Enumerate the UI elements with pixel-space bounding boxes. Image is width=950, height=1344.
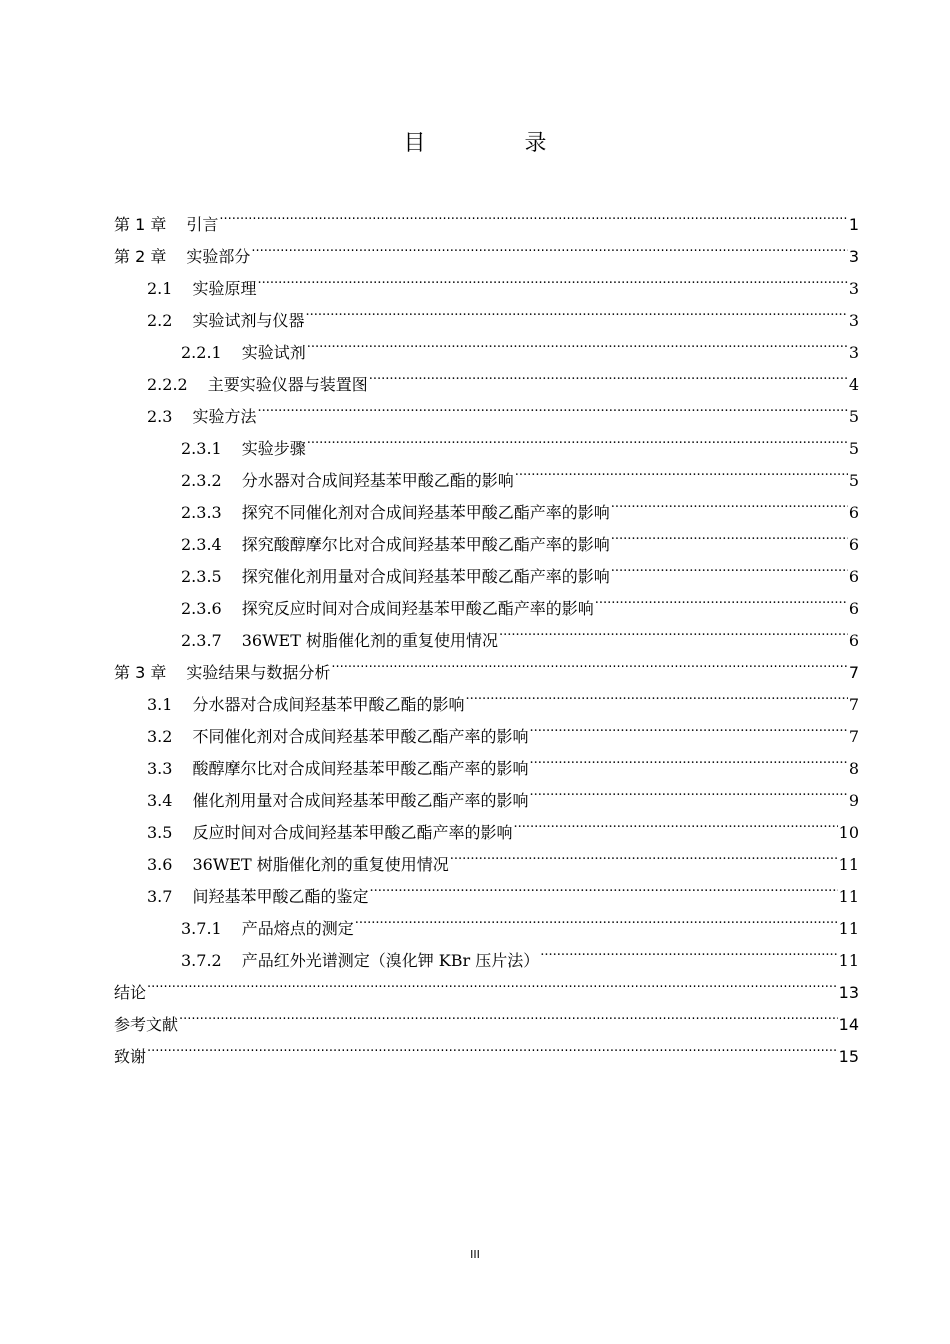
toc-entry-references[interactable] xyxy=(114,998,859,1034)
toc-page-number: 11 xyxy=(838,855,859,874)
toc-title: 探究催化剂用量对合成间羟基苯甲酸乙酯产率的影响 xyxy=(241,567,610,586)
toc-title: 分水器对合成间羟基苯甲酸乙酯的影响 xyxy=(241,471,514,490)
toc-page-number: 6 xyxy=(848,535,859,554)
toc-title: 分水器对合成间羟基苯甲酸乙酯的影响 xyxy=(192,695,465,714)
dot-leader xyxy=(305,294,847,326)
toc-number: 2.3.1 xyxy=(181,439,222,458)
toc-number: 2.1 xyxy=(147,279,173,298)
toc-title: 引言 xyxy=(186,215,219,234)
toc-page-number: 11 xyxy=(838,951,859,970)
dot-leader xyxy=(611,550,848,582)
dot-leader xyxy=(179,998,838,1030)
toc-number: 第 1 章 xyxy=(114,215,167,234)
toc-number: 2.3 xyxy=(147,407,173,426)
toc-title: 间羟基苯甲酸乙酯的鉴定 xyxy=(192,887,369,906)
toc-page-number: 7 xyxy=(848,727,859,746)
toc-number: 3.3 xyxy=(147,759,173,778)
page-number-footer: III xyxy=(470,1248,480,1261)
toc-title: 催化剂用量对合成间羟基苯甲酸乙酯产率的影响 xyxy=(192,791,529,810)
toc-page-number: 7 xyxy=(848,695,859,714)
toc-number: 2.3.4 xyxy=(181,535,222,554)
toc-title: 探究不同催化剂对合成间羟基苯甲酸乙酯产率的影响 xyxy=(241,503,610,522)
toc-number: 2.2.1 xyxy=(181,343,222,362)
toc-title: 产品红外光谱测定（溴化钾 KBr 压片法） xyxy=(241,951,540,970)
toc-page-number: 6 xyxy=(848,631,859,650)
toc-title: 反应时间对合成间羟基苯甲酸乙酯产率的影响 xyxy=(192,823,513,842)
toc-title: 结论 xyxy=(114,983,147,1002)
toc-number: 2.3.6 xyxy=(181,599,222,618)
toc-title: 实验试剂 xyxy=(241,343,306,362)
toc-number: 3.7 xyxy=(147,887,173,906)
toc-page-number: 15 xyxy=(838,1047,859,1066)
dot-leader xyxy=(465,678,847,710)
dot-leader xyxy=(219,198,847,230)
toc-entry-3-7-2[interactable] xyxy=(114,934,859,970)
toc-page-number: 4 xyxy=(848,375,859,394)
dot-leader xyxy=(147,966,838,998)
dot-leader xyxy=(147,1030,838,1062)
toc-title: 实验试剂与仪器 xyxy=(192,311,305,330)
toc-title: 实验部分 xyxy=(186,247,251,266)
toc-number: 3.7.1 xyxy=(181,919,222,938)
dot-leader xyxy=(611,518,848,550)
toc-page-number: 6 xyxy=(848,567,859,586)
toc-page-number: 6 xyxy=(848,503,859,522)
toc-entry-2-2-2[interactable] xyxy=(114,358,859,394)
dot-leader xyxy=(513,806,837,838)
toc-page-number: 1 xyxy=(848,215,859,234)
toc-number: 2.2 xyxy=(147,311,173,330)
toc-entry-chapter-3[interactable] xyxy=(114,646,859,682)
toc-title: 致谢 xyxy=(114,1047,147,1066)
toc-number: 2.3.3 xyxy=(181,503,222,522)
toc-entry-conclusion[interactable] xyxy=(114,966,859,1002)
dot-leader xyxy=(257,390,847,422)
toc-page-number: 5 xyxy=(848,439,859,458)
toc-number: 2.3.5 xyxy=(181,567,222,586)
toc-number: 3.4 xyxy=(147,791,173,810)
dot-leader xyxy=(369,358,848,390)
toc-page-number: 11 xyxy=(838,887,859,906)
dot-leader xyxy=(529,774,847,806)
toc-title: 实验方法 xyxy=(192,407,257,426)
toc-page-number: 8 xyxy=(848,759,859,778)
dot-leader xyxy=(307,422,848,454)
toc-entry-acknowledgements[interactable] xyxy=(114,1030,859,1066)
dot-leader xyxy=(515,454,848,486)
dot-leader xyxy=(529,742,847,774)
toc-page-number: 13 xyxy=(838,983,859,1002)
toc-title: 实验原理 xyxy=(192,279,257,298)
toc-page-number: 3 xyxy=(848,279,859,298)
toc-title: 实验步骤 xyxy=(241,439,306,458)
toc-title: 产品熔点的测定 xyxy=(241,919,354,938)
toc-page-number: 10 xyxy=(838,823,859,842)
page-title: 目 录 xyxy=(403,131,593,156)
toc-number: 3.6 xyxy=(147,855,173,874)
dot-leader xyxy=(307,326,848,358)
toc-title: 酸醇摩尔比对合成间羟基苯甲酸乙酯产率的影响 xyxy=(192,759,529,778)
toc-page-number: 6 xyxy=(848,599,859,618)
toc-number: 第 3 章 xyxy=(114,663,167,682)
toc-title: 实验结果与数据分析 xyxy=(186,663,331,682)
toc-entry-chapter-2[interactable] xyxy=(114,230,859,266)
toc-page-number: 5 xyxy=(848,471,859,490)
dot-leader xyxy=(331,646,847,678)
toc-title: 参考文献 xyxy=(114,1015,179,1034)
toc-entry-2-3-2[interactable] xyxy=(114,454,859,490)
dot-leader xyxy=(251,230,847,262)
dot-leader xyxy=(499,614,848,646)
toc-page-number: 7 xyxy=(848,663,859,682)
toc-title: 36WET 树脂催化剂的重复使用情况 xyxy=(241,631,498,650)
toc-entry-chapter-1[interactable] xyxy=(114,198,859,234)
toc-number: 第 2 章 xyxy=(114,247,167,266)
toc-page-number: 3 xyxy=(848,311,859,330)
toc-page-number: 14 xyxy=(838,1015,859,1034)
toc-title: 探究酸醇摩尔比对合成间羟基苯甲酸乙酯产率的影响 xyxy=(241,535,610,554)
toc-page-number: 3 xyxy=(848,343,859,362)
toc-number: 2.3.2 xyxy=(181,471,222,490)
toc-number: 2.2.2 xyxy=(147,375,188,394)
dot-leader xyxy=(540,934,837,966)
table-of-contents xyxy=(114,198,859,1066)
toc-number: 3.2 xyxy=(147,727,173,746)
toc-number: 2.3.7 xyxy=(181,631,222,650)
dot-leader xyxy=(369,870,837,902)
dot-leader xyxy=(595,582,848,614)
toc-title: 36WET 树脂催化剂的重复使用情况 xyxy=(192,855,449,874)
dot-leader xyxy=(611,486,848,518)
toc-page-number: 5 xyxy=(848,407,859,426)
dot-leader xyxy=(257,262,847,294)
toc-title: 主要实验仪器与装置图 xyxy=(207,375,368,394)
toc-number: 3.5 xyxy=(147,823,173,842)
toc-number: 3.7.2 xyxy=(181,951,222,970)
dot-leader xyxy=(450,838,838,870)
toc-title: 探究反应时间对合成间羟基苯甲酸乙酯产率的影响 xyxy=(241,599,594,618)
toc-page-number: 9 xyxy=(848,791,859,810)
dot-leader xyxy=(355,902,838,934)
toc-title: 不同催化剂对合成间羟基苯甲酸乙酯产率的影响 xyxy=(192,727,529,746)
toc-number: 3.1 xyxy=(147,695,173,714)
toc-page-number: 11 xyxy=(838,919,859,938)
dot-leader xyxy=(529,710,847,742)
toc-page-number: 3 xyxy=(848,247,859,266)
